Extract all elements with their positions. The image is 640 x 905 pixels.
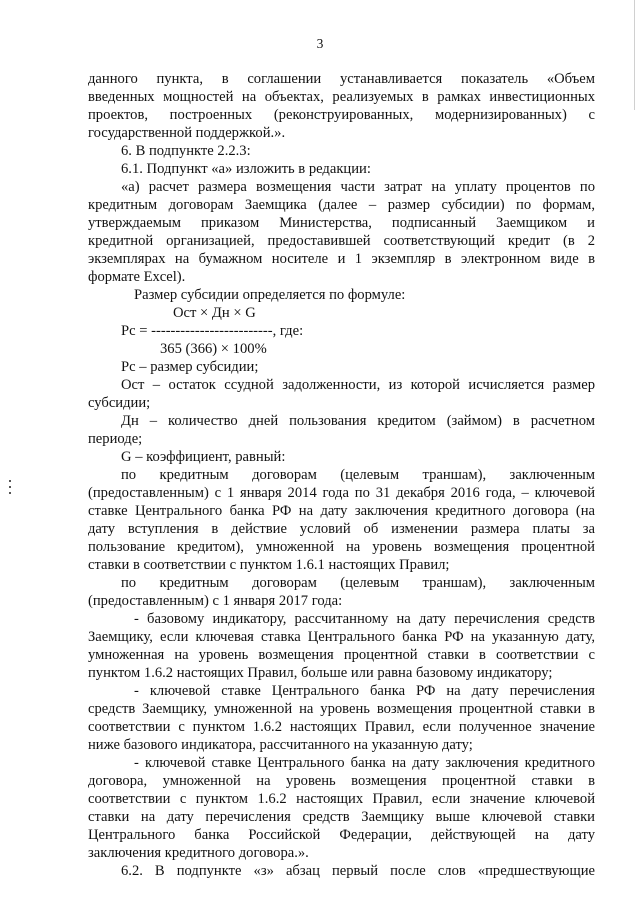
list-item-line: - ключевой ставке Центрального банка на дату заключения кредитного <box>134 755 595 771</box>
clause-heading: 6.1. Подпункт «а» изложить в редакции: <box>121 161 371 177</box>
body-text-line: ставки в соответствии с пунктом 1.6.1 настоящих Правил; <box>88 557 450 573</box>
body-text-line: кредитным договорам Заемщика (далее – размер субсидии) по формам, <box>88 197 595 213</box>
list-item-line: средств Заемщику, умноженной на уровень возмещения процентной ставки в <box>88 701 595 717</box>
list-item-line: договора, умноженной на уровень возмещения процентной ставки в <box>88 773 595 789</box>
list-item-line: Центрального банка Российской Федерации, действующей на дату <box>88 827 595 843</box>
list-item-line: умноженная на уровень возмещения процентной ставки в соответствии с <box>88 647 595 663</box>
body-text-line: (предоставленным) с 1 января 2017 года: <box>88 593 343 609</box>
clause-heading: 6. В подпункте 2.2.3: <box>121 143 251 159</box>
body-text-line: «а) расчет размера возмещения части затрат на уплату процентов по <box>121 179 595 195</box>
list-item-line: пунктом 1.6.2 настоящих Правил, больше или равна базовому индикатору; <box>88 665 553 681</box>
body-text-line: по кредитным договорам (целевым траншам), заключенным <box>121 575 595 591</box>
list-item-line: Заемщику, если ключевая ставка Центрального банка РФ на указанную дату, <box>88 629 595 645</box>
list-item-line: - базовому индикатору, рассчитанному на дату перечисления средств <box>134 611 595 627</box>
body-text-line: ставке Центрального банка РФ на дату заключения кредитного договора (на <box>88 503 595 519</box>
list-item-line: ниже базового индикатора, рассчитанного на указанную дату; <box>88 737 473 753</box>
definition-line: периоде; <box>88 431 143 447</box>
definition-line: G – коэффициент, равный: <box>121 449 286 465</box>
list-item-line: соответствии с пунктом 1.6.2 настоящих Правил, если значение ключевой <box>88 791 595 807</box>
body-text-line: данного пункта, в соглашении устанавливается показатель «Объем <box>88 71 595 87</box>
body-text-line: государственной поддержкой.». <box>88 125 286 141</box>
formula-denominator: 365 (366) × 100% <box>160 341 267 357</box>
body-text-line: проектов, построенных (реконструированных, модернизированных) с <box>88 107 595 123</box>
body-text-line: 6.2. В подпункте «з» абзац первый после слов «предшествующие <box>121 863 595 879</box>
body-text-line: введенных мощностей на объектах, реализуемых в рамках инвестиционных <box>88 89 595 105</box>
body-text-line: дату вступления в действие условий об изменении размера платы за <box>88 521 595 537</box>
list-item-line: заключения кредитного договора.». <box>88 845 309 861</box>
body-text-line: кредитной организацией, предоставившей соответствующий кредит (в 2 <box>88 233 595 249</box>
formula-fraction-line: Рс = -------------------------, где: <box>121 323 304 339</box>
binding-hole-marks <box>9 480 12 498</box>
body-text-line: по кредитным договорам (целевым траншам), заключенным <box>121 467 595 483</box>
page-number: 3 <box>316 36 324 51</box>
body-text-line: (предоставленным) с 1 января 2014 года по 31 декабря 2016 года, – ключевой <box>88 485 595 501</box>
list-item-line: - ключевой ставке Центрального банка РФ на дату перечисления <box>134 683 595 699</box>
formula-numerator: Ост × Дн × G <box>173 305 256 321</box>
definition-line: Дн – количество дней пользования кредитом (займом) в расчетном <box>121 413 595 429</box>
definition-line: субсидии; <box>88 395 151 411</box>
list-item-line: ставки на дату перечисления средств Заемщику выше ключевой ставки <box>88 809 595 825</box>
body-text-line: пользование кредитом), умноженной на уровень возмещения процентной <box>88 539 595 555</box>
list-item-line: соответствии с пунктом 1.6.2 настоящих Правил, если полученное значение <box>88 719 595 735</box>
definition-line: Рс – размер субсидии; <box>121 359 259 375</box>
formula-intro: Размер субсидии определяется по формуле: <box>134 287 406 303</box>
body-text-line: экземплярах на бумажном носителе и 1 экземпляр в электронном виде в <box>88 251 595 267</box>
body-text-line: утверждаемым приказом Министерства, подписанный Заемщиком и <box>88 215 595 231</box>
scan-edge-shadow <box>634 0 635 110</box>
body-text-line: формате Excel). <box>88 269 186 285</box>
definition-line: Ост – остаток ссудной задолженности, из которой исчисляется размер <box>121 377 595 393</box>
